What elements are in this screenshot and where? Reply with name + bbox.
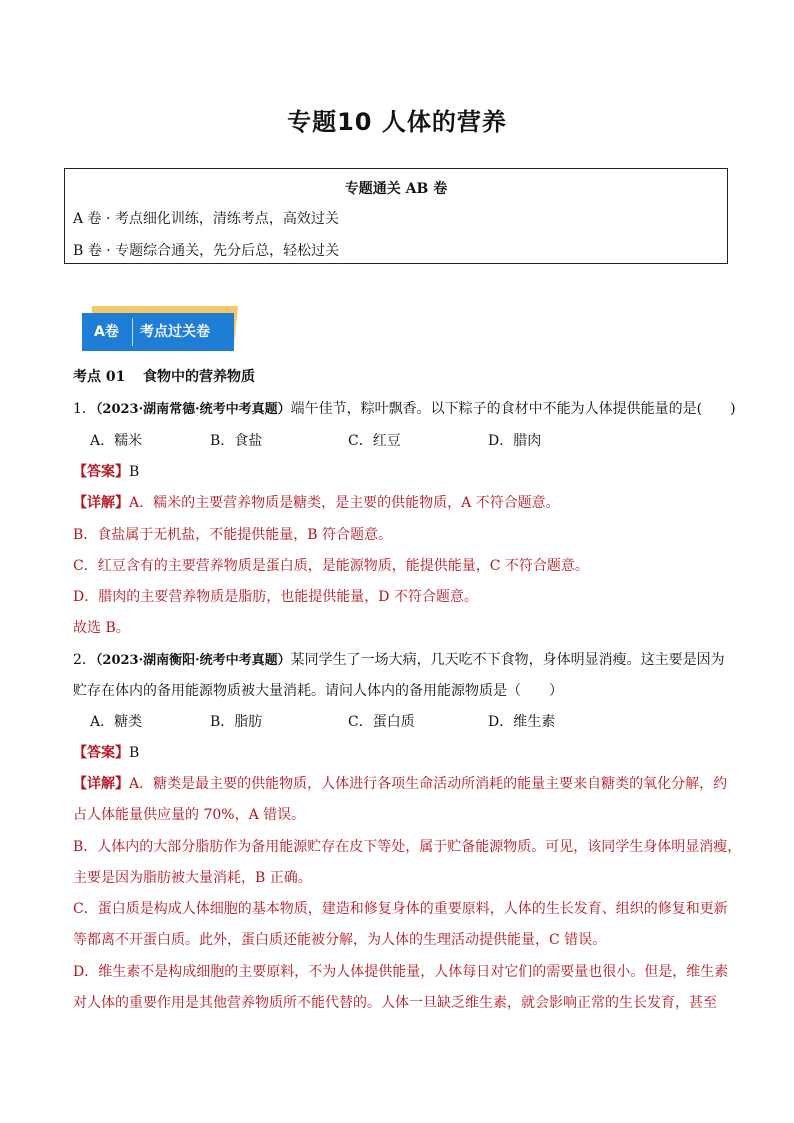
q2-detail-line: B．人体内的大部分脂肪作为备用能源贮存在皮下等处，属于贮备能源物质。可见，该同学生身体明显消瘦， bbox=[73, 839, 742, 855]
q1-detail bbox=[73, 492, 560, 512]
q2-detail-line: 等都离不开蛋白质。此外，蛋白质还能被分解，为人体的生理活动提供能量，C 错误。 bbox=[73, 932, 607, 948]
q2-detail-line: A．糖类是最主要的供能物质，人体进行各项生命活动所消耗的能量主要来自糖类的氧化分解，约 bbox=[129, 776, 728, 792]
question-1-source: （2023·湖南常德·统考中考真题） bbox=[95, 402, 291, 417]
q1-detail-tag: 【详解】 bbox=[73, 495, 129, 511]
intro-heading: 专题通关 AB 卷 bbox=[344, 181, 448, 197]
question-2 bbox=[73, 649, 725, 669]
q2-option-c: C．蛋白质 bbox=[348, 714, 415, 730]
question-2-stem-cont: 贮存在体内的备用能源物质被大量消耗。请问人体内的备用能源物质是（ ） bbox=[73, 683, 563, 699]
q1-answer-value: B bbox=[129, 464, 140, 480]
q2-detail-line: 占人体能量供应量的 70%，A 错误。 bbox=[73, 807, 306, 823]
question-2-source: （2023·湖南衡阳·统考中考真题） bbox=[95, 653, 291, 668]
banner-divider bbox=[132, 318, 133, 346]
banner-label-a: A卷 bbox=[94, 324, 119, 340]
q1-option-d: D．腊肉 bbox=[488, 433, 542, 449]
q2-detail bbox=[73, 773, 727, 793]
q2-answer bbox=[73, 742, 139, 762]
intro-box bbox=[64, 168, 728, 264]
question-1 bbox=[73, 398, 736, 418]
q1-answer bbox=[73, 461, 139, 481]
q1-detail-line: A．糯米的主要营养物质是糖类，是主要的供能物质，A 不符合题意。 bbox=[129, 495, 560, 511]
q2-detail-line: C．蛋白质是构成人体细胞的基本物质，建造和修复身体的重要原料，人体的生长发育、组织的修复和更新 bbox=[73, 901, 728, 917]
q2-answer-tag: 【答案】 bbox=[73, 745, 129, 761]
section-banner bbox=[82, 306, 236, 352]
q1-answer-tag: 【答案】 bbox=[73, 464, 129, 480]
page-title: 专题10 人体的营养 bbox=[287, 108, 507, 136]
q2-option-b: B．脂肪 bbox=[210, 714, 263, 730]
q1-detail-line: D．腊肉的主要营养物质是脂肪，也能提供能量，D 不符合题意。 bbox=[73, 589, 478, 605]
banner-label-b: 考点过关卷 bbox=[140, 324, 210, 340]
intro-line-a: A 卷 · 考点细化训练，清练考点，高效过关 bbox=[73, 211, 339, 227]
intro-line-b: B 卷 · 专题综合通关，先分后总，轻松过关 bbox=[73, 243, 340, 259]
q2-answer-value: B bbox=[129, 745, 140, 761]
q2-detail-line: 主要是因为脂肪被大量消耗，B 正确。 bbox=[73, 870, 312, 886]
section-label: 考点 01 bbox=[73, 369, 126, 385]
q2-option-a: A．糖类 bbox=[90, 714, 143, 730]
q1-detail-line: B．食盐属于无机盐，不能提供能量，B 符合题意。 bbox=[73, 527, 393, 543]
q2-detail-line: D．维生素不是构成细胞的主要原料，不为人体提供能量，人体每日对它们的需要量也很小。但是，维生素 bbox=[73, 964, 729, 980]
q1-detail-line: C．红豆含有的主要营养物质是蛋白质，是能源物质，能提供能量，C 不符合题意。 bbox=[73, 558, 589, 574]
q1-option-a: A．糯米 bbox=[90, 433, 143, 449]
question-2-number: 2． bbox=[73, 652, 96, 668]
q1-conclusion: 故选 B。 bbox=[73, 620, 130, 636]
q1-option-c: C．红豆 bbox=[348, 433, 401, 449]
question-2-stem: 某同学生了一场大病，几天吃不下食物，身体明显消瘦。这主要是因为 bbox=[290, 652, 725, 668]
q2-detail-line: 对人体的重要作用是其他营养物质所不能代替的。人体一旦缺乏维生素，就会影响正常的生长发育，甚至 bbox=[73, 995, 717, 1011]
q2-option-d: D．维生素 bbox=[488, 714, 556, 730]
question-1-number: 1． bbox=[73, 401, 96, 417]
q1-option-b: B．食盐 bbox=[210, 433, 263, 449]
question-1-stem: 端午佳节，粽叶飘香。以下粽子的食材中不能为人体提供能量的是( ) bbox=[290, 401, 736, 417]
q2-detail-tag: 【详解】 bbox=[73, 776, 129, 792]
section-title: 食物中的营养物质 bbox=[143, 369, 255, 385]
